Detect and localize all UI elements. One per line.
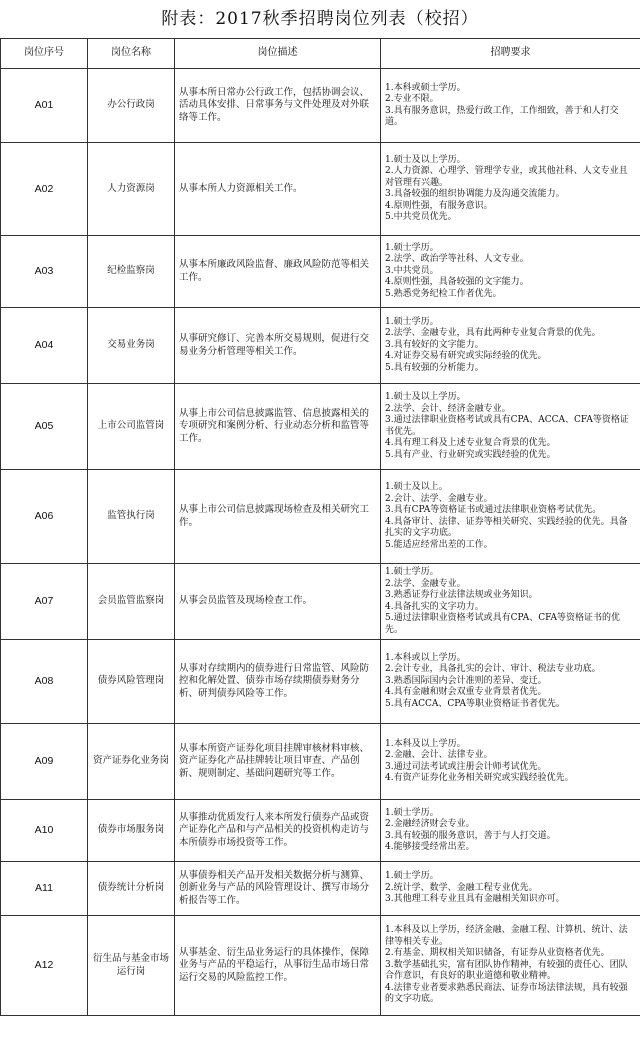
requirement-item: 2.人力资源、心理学、管理学专业，或其他社科、人文专业且对管理有兴趣。 xyxy=(385,166,628,188)
table-row xyxy=(1,143,640,236)
position-name-cell: 会员监管监察岗 xyxy=(88,564,175,640)
requirement-item: 3.具有较好的文字能力。 xyxy=(385,339,484,350)
table-header-row xyxy=(1,39,640,69)
position-name-cell: 监管执行岗 xyxy=(88,470,175,564)
requirement-item: 4.具有金融和财会双重专业背景者优先。 xyxy=(385,687,547,698)
requirement-item: 3.具有服务意识，热爱行政工作，工作细致，善于和人打交道。 xyxy=(385,105,619,127)
table-row xyxy=(1,564,640,640)
table-row xyxy=(1,308,640,384)
requirements-cell xyxy=(381,640,640,724)
requirement-item: 5.中共党员优先。 xyxy=(385,212,457,222)
position-name-cell: 人力资源岗 xyxy=(88,143,175,236)
requirement-item: 4.具有理工科及上述专业复合背景的优先。 xyxy=(385,438,556,448)
table-row xyxy=(1,800,640,862)
requirement-item: 4.具备扎实的文字功力。 xyxy=(385,601,484,612)
table-row xyxy=(1,862,640,916)
header-requirements: 招聘要求 xyxy=(381,39,640,69)
requirement-item: 3.熟悉证券行业法律法规或业务知识。 xyxy=(385,590,538,600)
position-description-cell: 从事会员监管及现场检查工作。 xyxy=(175,564,381,640)
position-description-cell: 从事上市公司信息披露现场检查及相关研究工作。 xyxy=(175,470,381,564)
requirement-item: 5.具有产业、行业研究或实践经验的优先。 xyxy=(385,449,556,460)
position-name-cell: 债券风险管理岗 xyxy=(88,640,175,724)
requirements-cell xyxy=(381,236,640,308)
requirement-item: 1.硕士及以上学历。 xyxy=(385,154,466,165)
position-description-cell: 从事上市公司信息披露监管、信息披露相关的专项研究和案例分析、行业动态分析和监管等工作。 xyxy=(175,384,381,470)
position-code-cell: A02 xyxy=(1,143,88,236)
positions-table xyxy=(0,38,640,1016)
requirement-item: 1.本科及以上学历，经济金融、金融工程、计算机、统计、法律等相关专业。 xyxy=(385,925,628,947)
requirement-item: 4.有资产证券化业务相关研究或实践经验优先。 xyxy=(385,773,574,783)
requirements-cell xyxy=(381,800,640,862)
position-code-cell: A09 xyxy=(1,724,88,800)
table-row xyxy=(1,236,640,308)
requirement-item: 2.金融经济财会专业。 xyxy=(385,819,475,829)
requirements-cell xyxy=(381,916,640,1016)
position-code-cell: A07 xyxy=(1,564,88,640)
position-code-cell: A03 xyxy=(1,236,88,308)
position-description-cell: 从事本所人力资源相关工作。 xyxy=(175,143,381,236)
requirements-cell xyxy=(381,308,640,384)
position-code-cell: A06 xyxy=(1,470,88,564)
requirement-item: 2.统计学、数学、金融工程专业优先。 xyxy=(385,882,538,893)
requirement-item: 3.具有CPA等资格证书或通过法律职业资格考试优先。 xyxy=(385,505,602,515)
header-position-code: 岗位序号 xyxy=(1,39,88,69)
requirement-item: 2.法学、会计、经济金融专业。 xyxy=(385,403,511,414)
requirement-item: 1.硕士学历。 xyxy=(385,871,439,882)
position-description-cell: 从事基金、衍生品业务运行的具体操作，保障业务与产品的平稳运行，从事衍生品市场日常运行交易的风险监控工作。 xyxy=(175,916,381,1016)
position-code-cell: A01 xyxy=(1,69,88,143)
header-position-name: 岗位名称 xyxy=(88,39,175,69)
requirement-item: 2.会计专业，具备扎实的会计、审计、税法专业功底。 xyxy=(385,664,601,675)
table-row xyxy=(1,724,640,800)
requirement-item: 4.能够接受经常出差。 xyxy=(385,842,475,852)
requirement-item: 3.通过法律职业资格考试或具有CPA、ACCA、CFA等资格证书优先。 xyxy=(385,415,629,437)
requirement-item: 2.专业不限。 xyxy=(385,94,439,104)
position-code-cell: A10 xyxy=(1,800,88,862)
requirement-item: 5.能适应经常出差的工作。 xyxy=(385,539,493,550)
requirement-item: 1.本科或硕士学历。 xyxy=(385,82,466,93)
position-code-cell: A08 xyxy=(1,640,88,724)
requirement-item: 1.本科或以上学历。 xyxy=(385,652,466,663)
requirements-cell xyxy=(381,69,640,143)
position-name-cell: 衍生品与基金市场运行岗 xyxy=(88,916,175,1016)
requirement-item: 3.具有较强的服务意识，善于与人打交道。 xyxy=(385,830,556,841)
requirements-cell xyxy=(381,143,640,236)
position-description-cell: 从事本所日常办公行政工作，包括协调会议、活动具体安排、日常事务与文件处理及对外联络等工作。 xyxy=(175,69,381,143)
requirement-item: 1.硕士及以上。 xyxy=(385,482,448,492)
requirement-item: 4.具备审计、法律、证券等相关研究、实践经验的优先。具备扎实的文字功底。 xyxy=(385,516,628,538)
position-description-cell: 从事本所资产证券化项目挂牌审核材料审核、资产证券化产品挂牌转让项目审查、产品创新、规则制定、基础问题研究等工作。 xyxy=(175,724,381,800)
requirement-item: 5.具有较强的分析能力。 xyxy=(385,362,484,373)
requirement-item: 4.对证券交易有研究或实际经验的优先。 xyxy=(385,351,547,362)
requirement-item: 3.其他理工科专业且具有金融相关知识亦可。 xyxy=(385,894,565,905)
requirements-cell xyxy=(381,724,640,800)
requirement-item: 3.数学基础扎实，富有团队协作精神，有较强的责任心、团队合作意识，有良好的职业道德和敬业精神。 xyxy=(385,959,628,982)
requirement-item: 2.有基金、期权相关知识储备，有证券从业资格者优先。 xyxy=(385,948,610,959)
position-name-cell: 债券统计分析岗 xyxy=(88,862,175,916)
requirement-item: 5.通过法律职业资格考试或具有CPA、CFA等资格证书的优先。 xyxy=(385,613,621,635)
requirement-item: 1.硕士学历。 xyxy=(385,807,439,818)
table-row xyxy=(1,384,640,470)
position-description-cell: 从事对存续期内的债券进行日常监管、风险防控和化解处置、债券市场存续期债券财务分析、研判债券风险等工作。 xyxy=(175,640,381,724)
requirement-item: 1.本科及以上学历。 xyxy=(385,738,466,749)
position-code-cell: A05 xyxy=(1,384,88,470)
requirement-item: 2.金融、会计、法律专业。 xyxy=(385,750,493,760)
position-name-cell: 办公行政岗 xyxy=(88,69,175,143)
position-code-cell: A11 xyxy=(1,862,88,916)
position-name-cell: 纪检监察岗 xyxy=(88,236,175,308)
table-row xyxy=(1,916,640,1016)
position-name-cell: 资产证券化业务岗 xyxy=(88,724,175,800)
position-code-cell: A04 xyxy=(1,308,88,384)
table-row xyxy=(1,640,640,724)
header-position-description: 岗位描述 xyxy=(175,39,381,69)
requirement-item: 3.通过司法考试或注册会计师考试优先。 xyxy=(385,761,547,772)
requirements-cell xyxy=(381,470,640,564)
position-name-cell: 交易业务岗 xyxy=(88,308,175,384)
requirement-item: 1.硕士学历。 xyxy=(385,242,439,253)
position-description-cell: 从事本所廉政风险监督、廉政风险防范等相关工作。 xyxy=(175,236,381,308)
table-row xyxy=(1,470,640,564)
requirement-item: 5.熟悉党务纪检工作者优先。 xyxy=(385,288,502,299)
requirement-item: 4.法律专业者要求熟悉民商法、证券市场法律法规，具有较强的文字功底。 xyxy=(385,982,628,1005)
position-code-cell: A12 xyxy=(1,916,88,1016)
page-title: 附表：2017秋季招聘岗位列表（校招） xyxy=(161,9,479,29)
table-row xyxy=(1,69,640,143)
requirements-cell xyxy=(381,564,640,640)
requirement-item: 2.法学、金融专业。 xyxy=(385,578,466,589)
requirement-item: 3.熟悉国际国内会计准则的差异、变迁。 xyxy=(385,675,547,686)
requirement-item: 4.原则性强，具备较强的文字能力。 xyxy=(385,277,529,288)
requirement-item: 1.硕士及以上学历。 xyxy=(385,392,466,402)
requirement-item: 4.原则性强，有服务意识。 xyxy=(385,200,493,211)
position-description-cell: 从事债券相关产品开发相关数据分析与测算、创新业务与产品的风险管理设计、撰写市场分析报告等工作。 xyxy=(175,862,381,916)
requirement-item: 1.硕士学历。 xyxy=(385,316,439,327)
requirement-item: 2.会计、法学、金融专业。 xyxy=(385,493,493,504)
requirement-item: 1.硕士学历。 xyxy=(385,567,439,577)
requirement-item: 5.具有ACCA、CPA等职业资格证书者优先。 xyxy=(385,698,565,709)
requirement-item: 2.法学、金融专业，具有此两种专业复合背景的优先。 xyxy=(385,328,601,339)
requirement-item: 3.具备较强的组织协调能力及沟通交流能力。 xyxy=(385,189,565,199)
requirement-item: 3.中共党员。 xyxy=(385,265,439,276)
requirement-item: 2.法学、政治学等社科、人文专业。 xyxy=(385,254,529,265)
position-name-cell: 上市公司监管岗 xyxy=(88,384,175,470)
position-description-cell: 从事推动优质发行人来本所发行债券产品或资产证券化产品和与产品相关的投资机构走访与本所债券市场投资等工作。 xyxy=(175,800,381,862)
requirements-cell xyxy=(381,862,640,916)
position-name-cell: 债券市场服务岗 xyxy=(88,800,175,862)
requirements-cell xyxy=(381,384,640,470)
position-description-cell: 从事研究修订、完善本所交易规则，促进行交易业务分析管理等相关工作。 xyxy=(175,308,381,384)
